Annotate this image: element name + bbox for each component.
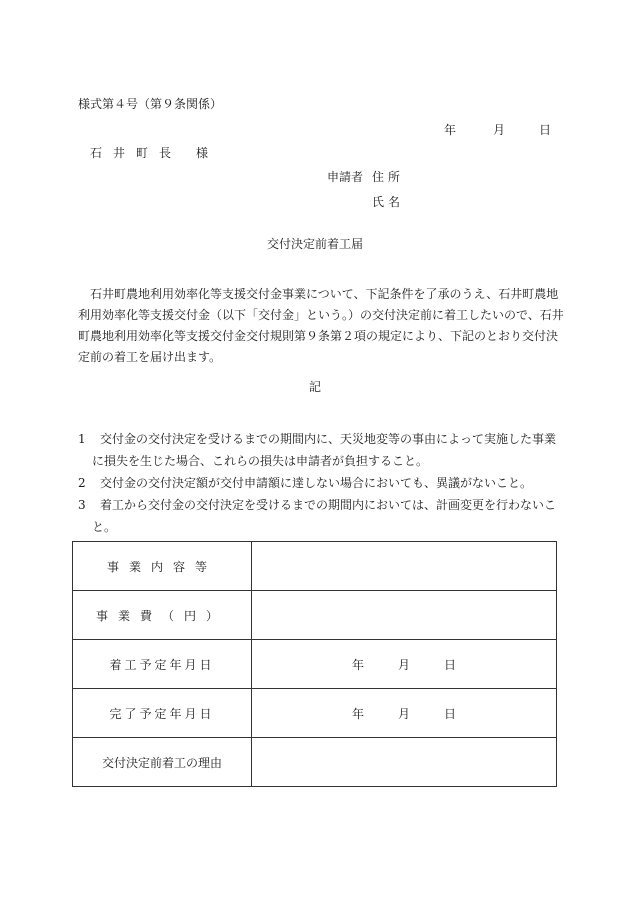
condition-number: 3 xyxy=(78,498,86,512)
body-line: 利用効率化等支援交付金（以下「交付金」という。）の交付決定前に着工したいので、石井 xyxy=(78,308,564,322)
completion-year-label: 年 xyxy=(351,706,364,721)
start-year-label: 年 xyxy=(351,657,364,672)
business-cost-field[interactable] xyxy=(252,591,557,640)
condition-number: 1 xyxy=(78,432,86,446)
date-day-label: 日 xyxy=(539,123,552,137)
body-line: 定前の着工を届け出ます。 xyxy=(78,350,222,364)
applicant-name-label: 氏名 xyxy=(372,195,405,209)
start-date-field[interactable] xyxy=(252,640,557,689)
body-paragraph xyxy=(78,284,564,368)
application-table xyxy=(72,541,557,787)
reason-field[interactable] xyxy=(252,738,557,787)
row-label: 事業内容等 xyxy=(73,542,252,591)
business-content-field[interactable] xyxy=(252,542,557,591)
condition-item xyxy=(78,472,558,494)
table-row xyxy=(73,738,557,787)
start-day-label: 日 xyxy=(444,657,457,672)
table-row xyxy=(73,689,557,738)
row-label: 完了予定年月日 xyxy=(73,689,252,738)
condition-text: 交付金の交付決定額が交付申請額に達しない場合においても、異議がないこと。 xyxy=(100,476,533,490)
condition-continuation: と。 xyxy=(92,520,117,534)
date-month-label: 月 xyxy=(493,123,506,137)
completion-day-label: 日 xyxy=(444,706,457,721)
condition-item xyxy=(78,494,558,516)
condition-item xyxy=(78,428,558,450)
document-title: 交付決定前着工届 xyxy=(266,237,363,251)
condition-text: 交付金の交付決定を受けるまでの期間内に、天災地変等の事由によって実施した事業 xyxy=(100,432,557,446)
body-line: 石井町農地利用効率化等支援交付金事業について、下記条件を了承のうえ、石井町農地 xyxy=(78,287,559,301)
date-year-label: 年 xyxy=(444,123,457,137)
table-row xyxy=(73,591,557,640)
row-label: 交付決定前着工の理由 xyxy=(73,738,252,787)
condition-number: 2 xyxy=(78,476,86,490)
condition-continuation: に損失を生じた場合、これらの損失は申請者が負担すること。 xyxy=(92,454,429,468)
table-row xyxy=(73,640,557,689)
conditions-list xyxy=(78,428,558,538)
condition-text: 着工から交付金の交付決定を受けるまでの期間内においては、計画変更を行わないこ xyxy=(100,498,557,512)
applicant-address-label: 住所 xyxy=(372,170,405,184)
ki-heading: 記 xyxy=(308,380,321,394)
completion-date-field[interactable] xyxy=(252,689,557,738)
row-label: 事業費（円） xyxy=(73,591,252,640)
completion-month-label: 月 xyxy=(397,706,410,721)
applicant-label: 申請者 xyxy=(327,170,364,184)
addressee-honorific: 様 xyxy=(196,146,209,160)
addressee-name: 石井町長 xyxy=(90,146,183,160)
form-number: 様式第４号（第９条関係） xyxy=(78,97,223,111)
table-row xyxy=(73,542,557,591)
body-line: 町農地利用効率化等支援交付金交付規則第９条第２項の規定により、下記のとおり交付決 xyxy=(78,329,559,343)
start-month-label: 月 xyxy=(397,657,410,672)
row-label: 着工予定年月日 xyxy=(73,640,252,689)
